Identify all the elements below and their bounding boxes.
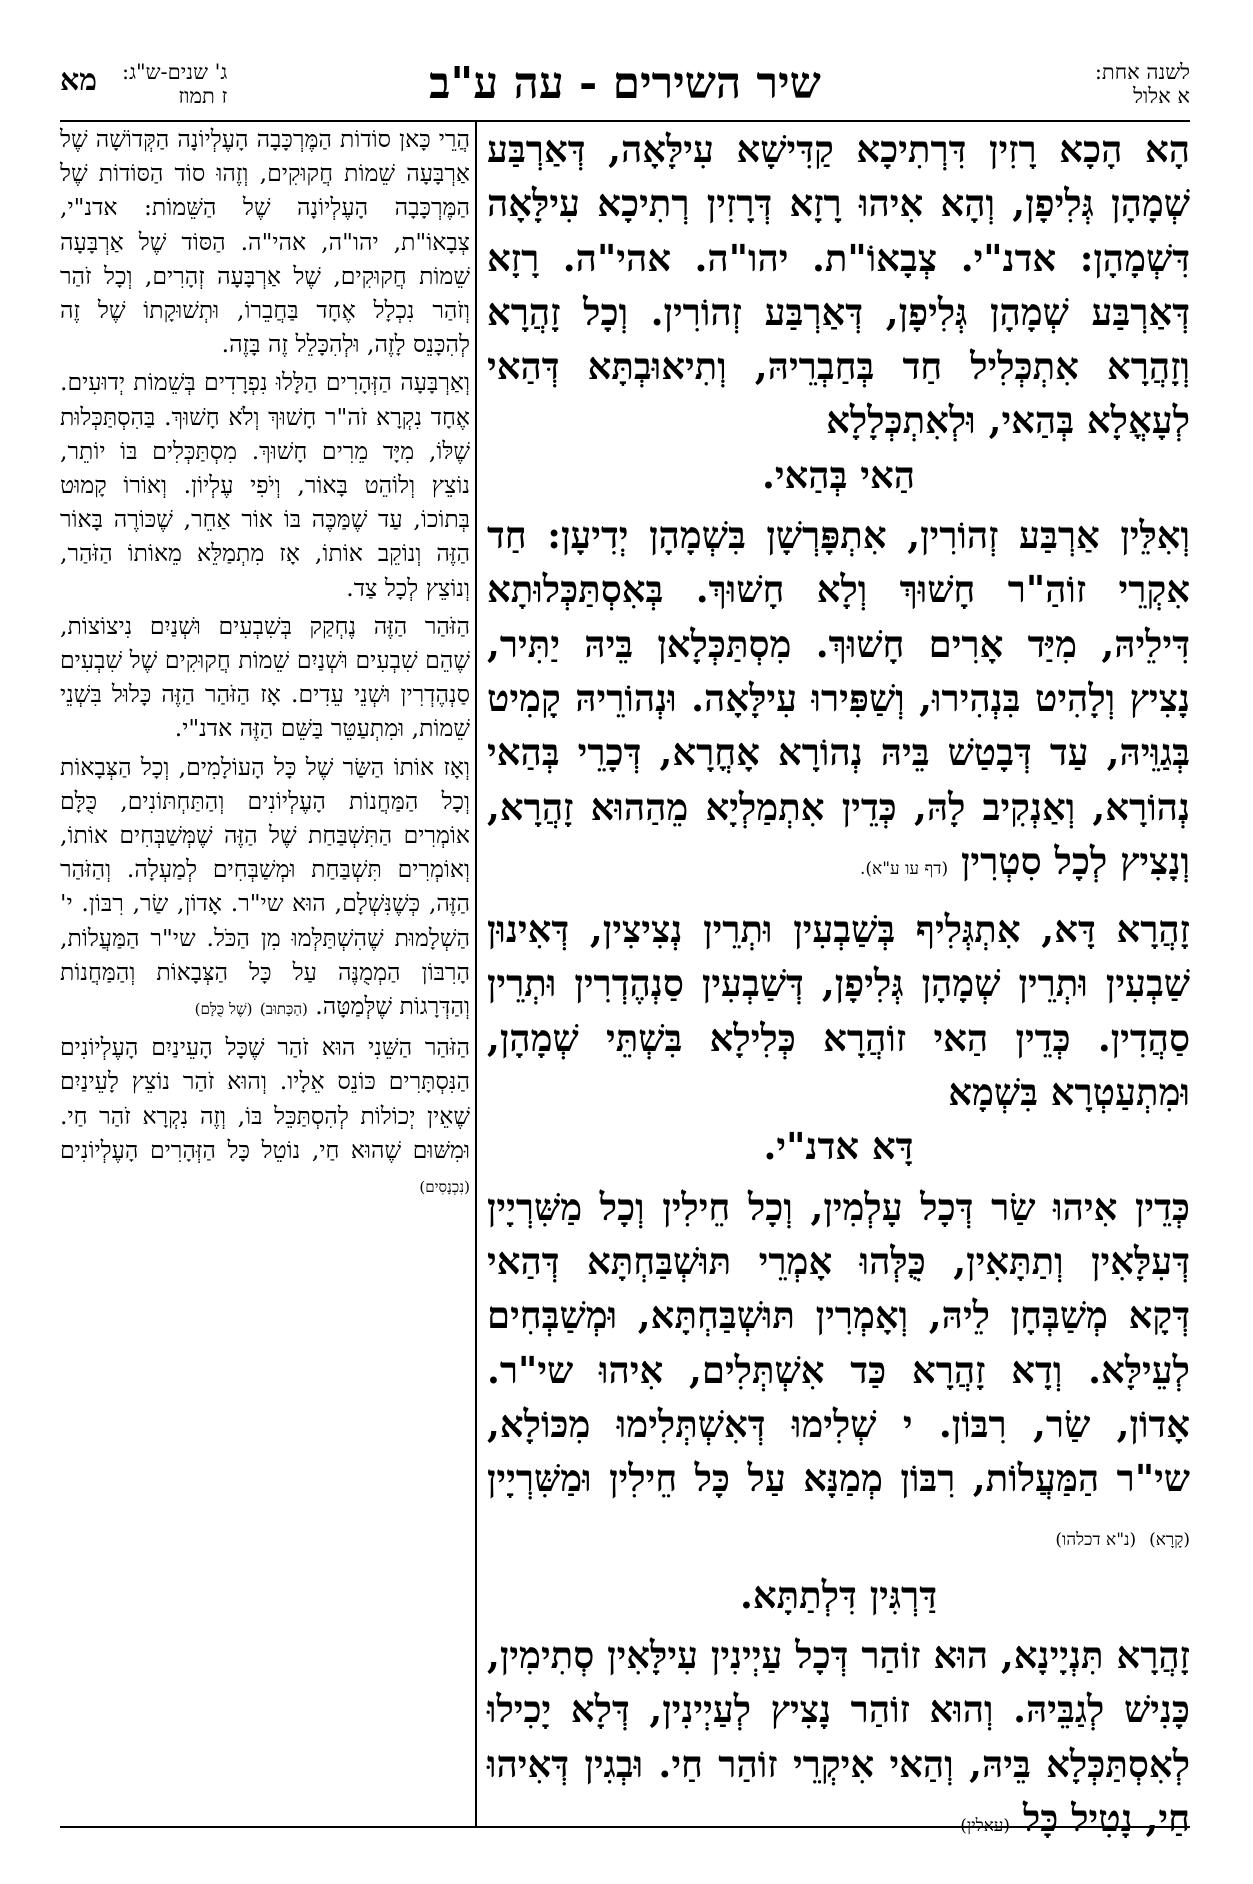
translation-column xyxy=(60,122,470,1822)
zohar-paragraph: הָא הָכָא רָזִין דִּרְתִיכָא קַדִּישָׁא עִילָּאָה, דְּאַרְבַּע שְׁמָהָן גְּלִיפָן, וְהָא אִיהוּ רָזָא דְּרָזִין רְתִיכָא עִילָּאָה דִּשְׁמָהָן: אדנ"י. צְבָאוֹ"ת. יהו"ה. אהי"ה. רָזָא דְּאַרְבַּע שְׁמָהָן גְּלִיפָן, דְּאַרְבַּע זְהוֹרִין. וְכָל זָהֲרָא וְזָהֲרָא אִתְכְּלִיל חַד בְּחַבְרֵיהּ, וְתִיאוּבְתָּא דְּהַאי לְעָאֳלָא בְּהַאי, וּלְאִתְכְּלָלָא הַאי בְּהַאי. xyxy=(487,122,1190,502)
column-divider xyxy=(475,120,477,1826)
translation-paragraph: הַזֹּהַר הַזֶּה נֶחְקַק בְּשִׁבְעִים וּשְׁנַיִם נִיצוֹצוֹת, שֶׁהֵם שִׁבְעִים וּשְׁנַיִם שֵׁמוֹת חֲקוּקִים שֶׁל שִׁבְעִים סַנְהֶדְרִין וּשְׁנֵי עֵדִים. אָז הַזֹּהַר הַזֶּה כָּלוּל בִּשְׁנֵי שֵׁמוֹת, וּמִתְעַטֵּר בַּשֵּׁם הַזֶּה אדנ"י. xyxy=(60,611,470,743)
alein-note: (עאלין) xyxy=(960,1815,1011,1836)
nichnasim-note: (נִכְנָסִים) xyxy=(419,1178,470,1197)
translation-paragraph: וְאָז אוֹתוֹ הַשַּׂר שֶׁל כָּל הָעוֹלָמִים, וְכָל הַצְּבָאוֹת וְכָל הַמַּחֲנוֹת הָעֶלְיוֹנִים וְהַתַּחְתּוֹנִים, כֻּלָּם אוֹמְרִים הַתִּשְׁבַּחַת שֶׁל הַזֶּה שֶׁמְּשַׁבְּחִים אוֹתוֹ, וְאוֹמְרִים תִּשְׁבַּחַת וּמְשַׁבְּחִים לְמַעְלָה. וְהַזֹּהַר הַזֶּה, כְּשֶׁנִּשְׁלָם, הוּא שי"ר. אָדוֹן, שַׂר, רִבּוֹן. י' הַשְׁלָמוּת שֶׁהִשְׁתַּלְּמוּ מִן הַכֹּל. שי"ר הַמַּעֲלוֹת, הָרִבּוֹן הַמְמֻנֶּה עַל כָּל הַצְּבָאוֹת וְהַמַּחֲנוֹת וְהַדְּרָגוֹת שֶׁלְּמַטָּה. (הַכָּתוּב) (שֶׁל כֻּלָּם) xyxy=(60,752,470,1021)
translation-paragraph: הֲרֵי כָּאן סוֹדוֹת הַמֶּרְכָּבָה הָעֶלְיוֹנָה הַקְּדוֹשָׁה שֶׁל אַרְבָּעָה שֵׁמוֹת חֲקוּקִים, וְזֶהוּ סוֹד הַסּוֹדוֹת שֶׁל הַמֶּרְכָּבָה הָעֶלְיוֹנָה שֶׁל הַשֵּׁמוֹת: אדנ"י, צְבָאוֹ"ת, יהו"ה, אהי"ה. הַסּוֹד שֶׁל אַרְבָּעָה שֵׁמוֹת חֲקוּקִים, שֶׁל אַרְבָּעָה זְהָרִים, וְכָל זֹהַר וְזֹהַר נִכְלָל אֶחָד בַּחֲבֵרוֹ, וּתְשׁוּקָתוֹ שֶׁל זֶה לְהִכָּנֵס לָזֶה, וּלְהִכָּלֵל זֶה בָּזֶה. xyxy=(60,125,470,359)
kulam-note: (שֶׁל כֻּלָּם) xyxy=(194,1000,253,1019)
zohar-paragraph: זָהֲרָא דָּא, אִתְגְּלִיף בְּשַׁבְעִין וּתְרֵין נְצִיצִין, דְּאִינוּן שַׁבְעִין וּתְרֵין שְׁמָהָן גְּלִיפָן, דְּשַׁבְעִין סַנְהֶדְרִין וּתְרֵין סַהֲדִין. כְּדֵין הַאי זוֹהֲרָא כְּלִילָא בִּשְׁתֵּי שְׁמָהָן, וּמִתְעַטְרָא בִּשְׁמָא דָּא אדנ"י. xyxy=(487,902,1190,1173)
header-left-date xyxy=(122,60,227,108)
paragraph-ending: דָּא אדנ"י. xyxy=(763,1124,914,1169)
translation-paragraph: וְאַרְבָּעָה הַזְּהָרִים הַלָּלוּ נִפְרָדִים בְּשֵׁמוֹת יְדוּעִים. אֶחָד נִקְרָא זֹה"ר חָשׁוּךְ וְלֹא חָשׁוּךְ. בַּהִסְתַּכְּלוּת שֶׁלּוֹ, מִיָּד מֵרִים חָשׁוּךְ. מִסְתַּכְּלִים בּוֹ יוֹתֵר, נוֹצֵץ וְלוֹהֵט בָּאוֹר, וְיֹפִי עֶלְיוֹן. וְאוֹרוֹ קָמוּט בְּתוֹכוֹ, עַד שֶׁמַּכֶּה בּוֹ אוֹר אַחֵר, שֶׁכּוֹרֶה בָּאוֹר הַזֶּה וְנוֹקֵב אוֹתוֹ, אָז מִתְמַלֵּא מֵאוֹתוֹ הַזֹּהַר, וְנוֹצֵץ לְכָל צַד. xyxy=(60,368,470,602)
header-three-years-label: ג' שנים-ש"ג: xyxy=(122,60,228,84)
kra-note: (קָרָא) xyxy=(1149,1530,1190,1551)
zohar-paragraph: כְּדֵין אִיהוּ שַׂר דְּכָל עָלְמִין, וְכָל חֵילִין וְכָל מַשִּׁרְיָין דְּעִלָּאִין וְתַתָּאִין, כֻּלְּהוּ אָמְרֵי תּוּשְׁבַּחְתָּא דְּהַאי דְּקָא מְשַׁבְּחָן לֵיהּ, וְאָמְרִין תּוּשְׁבַּחְתָּא, וּמְשַׁבְּחִים לְעֵילָּא. וְדָא זָהֲרָא כַּד אִשְׁתְּלִים, אִיהוּ שי"ר. אָדוֹן, שַׂר, רִבּוֹן. י שְׁלִימוּ דְּאִשְׁתְּלִימוּ מִכּוֹלָא, שי"ר הַמַּעֲלוֹת, רִבּוֹן מְמַנָּא עַל כָּל חֵילִין וּמַשִּׁרְיָין (קָרָא) (נ"א דכלהו) דַּרְגִּין דִּלְתַתָּא. xyxy=(487,1180,1190,1622)
page-header xyxy=(60,58,1190,120)
zohar-text-column xyxy=(487,122,1190,1840)
zohar-paragraph: זָהֲרָא תִּנְיָינָא, הוּא זוֹהַר דְּכָל עַיְינִין עִילָּאִין סְתִימִין, כָּנִישׁ לְגַבֵּיהּ. וְהוּא זוֹהַר נָצִיץ לְעַיְינִין, דְּלָא יָכִילוּ לְאִסְתַּכְּלָא בֵּיהּ, וְהַאי אִיקְרֵי זוֹהַר חַי. וּבְגִין דְּאִיהוּ חַי, נָטִיל כָּל (עאלין) xyxy=(487,1633,1190,1840)
daf-reference: (דף עו ע"א). xyxy=(860,858,949,879)
header-three-years-date: ז תמוז xyxy=(178,84,228,108)
translation-paragraph: הַזֹּהַר הַשֵּׁנִי הוּא זֹהַר שֶׁכָּל הָעֵינַיִם הָעֶלְיוֹנִים הַנִּסְתָּרִים כּוֹנֵס אֵלָיו. וְהוּא זֹהַר נוֹצֵץ לָעֵינַיִם שֶׁאֵין יְכוֹלוֹת לְהִסְתַּכֵּל בּוֹ, וְזֶה נִקְרָא זֹהַר חַי. וּמִשּׁוּם שֶׁהוּא חַי, נוֹטֵל כָּל הַזְּהָרִים הָעֶלְיוֹנִים (נִכְנָסִים) xyxy=(60,1033,470,1197)
nusach-note: (נ"א דכלהו) xyxy=(1055,1530,1137,1551)
page-number: מא xyxy=(60,63,98,98)
zohar-paragraph: וְאִלֵּין אַרְבַּע זְהוֹרִין, אִתְפָּרְשָׁן בִּשְׁמָהָן יְדִיעָן: חַד אִקְרֵי זוֹהַ"ר חָשׁוּךְ וְלָא חָשׁוּךְ. בְּאִסְתַּכְּלוּתָא דִּילֵיהּ, מִיַּד אָרִים חָשׁוּךְ. מִסְתַּכְּלָאן בֵּיהּ יַתִּיר, נָצִיץ וְלָהִיט בִּנְהִירוּ, וְשַׁפִּירוּ עִילָּאָה. וּנְהוֹרֵיהּ קָמִיט בְּגַוֵּיהּ, עַד דְּבָטַשׁ בֵּיהּ נְהוֹרָא אָחֳרָא, דְּכָרֵי בְּהַאי נְהוֹרָא, וְאַנְקִיב לָהּ, כְּדֵין אִתְמַלְיָא מֵהַהוּא זָהֲרָא, וְנָצִיץ לְכָל סִטְרִין (דף עו ע"א). xyxy=(487,513,1190,883)
paragraph-ending: הַאי בְּהַאי. xyxy=(761,452,916,497)
page-title: שיר השירים - עה ע"ב xyxy=(429,58,821,109)
katuv-note: (הַכָּתוּב) xyxy=(259,1000,308,1019)
paragraph-ending: דַּרְגִּין דִּלְתַתָּא. xyxy=(739,1572,938,1617)
header-one-year-date: א אלול xyxy=(1133,84,1190,108)
header-one-year-label: לשנה אחת: xyxy=(1094,60,1190,84)
